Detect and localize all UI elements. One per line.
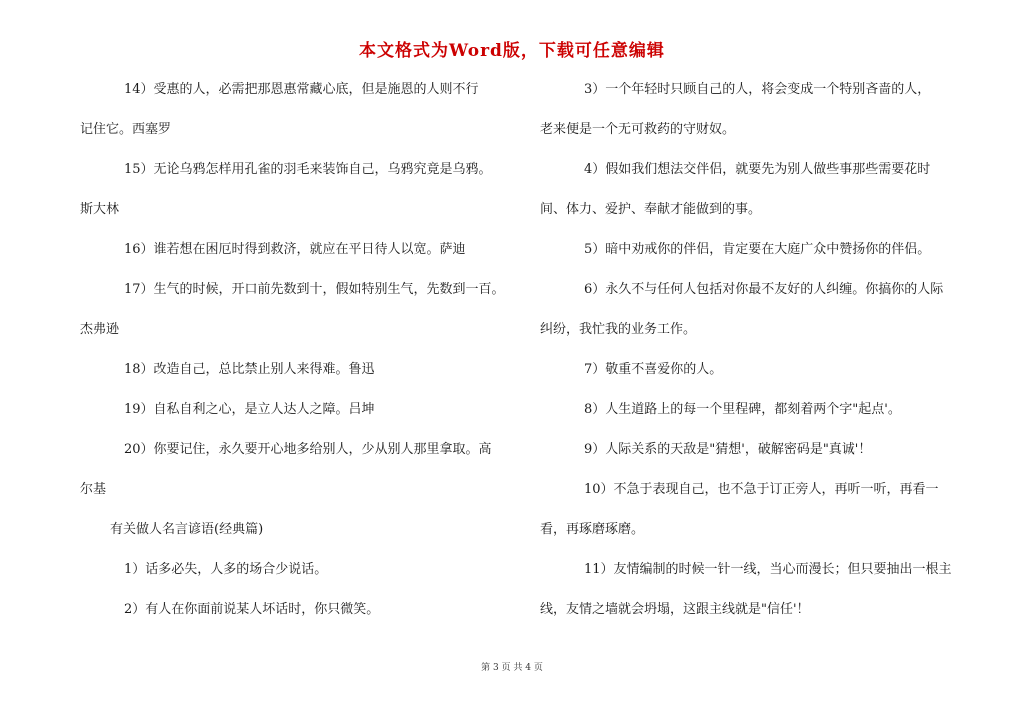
- paragraph-line: 18）改造自己，总比禁止别人来得难。鲁迅: [124, 362, 375, 377]
- paragraph-line: 10）不急于表现自己，也不急于订正旁人，再听一听，再看一: [584, 482, 939, 497]
- paragraph-line: 20）你要记住，永久要开心地多给别人，少从别人那里拿取。高: [124, 442, 492, 457]
- paragraph-line: 6）永久不与任何人包括对你最不友好的人纠缠。你搞你的人际: [584, 282, 944, 297]
- paragraph-line: 老来便是一个无可救药的守财奴。: [540, 122, 736, 137]
- download-banner: 本文格式为Word版，下载可任意编辑: [359, 41, 665, 61]
- paragraph-line: 纠纷，我忙我的业务工作。: [540, 322, 697, 337]
- paragraph-line: 线，友情之墙就会坍塌，这跟主线就是"信任'！: [540, 602, 810, 617]
- paragraph-line: 杰弗逊: [80, 322, 120, 337]
- paragraph-line: 间、体力、爱护、奉献才能做到的事。: [540, 202, 762, 217]
- paragraph-line: 记住它。西塞罗: [80, 122, 172, 137]
- paragraph-line: 4）假如我们想法交伴侣，就要先为别人做些事那些需要花时: [584, 162, 931, 177]
- paragraph-line: 尔基: [80, 482, 107, 497]
- paragraph-line: 1）话多必失，人多的场合少说话。: [124, 562, 328, 577]
- paragraph-line: 16）谁若想在困厄时得到救济，就应在平日待人以宽。萨迪: [124, 242, 466, 257]
- paragraph-line: 斯大林: [80, 202, 120, 217]
- paragraph-line: 15）无论乌鸦怎样用孔雀的羽毛来装饰自己，乌鸦究竟是乌鸦。: [124, 162, 492, 177]
- paragraph-line: 14）受惠的人，必需把那恩惠常藏心底，但是施恩的人则不行: [124, 82, 479, 97]
- section-heading: 有关做人名言谚语(经典篇): [110, 522, 264, 537]
- paragraph-line: 8）人生道路上的每一个里程碑，都刻着两个字"起点'。: [584, 402, 901, 417]
- paragraph-line: 3）一个年轻时只顾自己的人，将会变成一个特别吝啬的人，: [584, 82, 931, 97]
- page-number: 第 3 页 共 4 页: [481, 663, 543, 673]
- paragraph-line: 2）有人在你面前说某人坏话时，你只微笑。: [124, 602, 380, 617]
- paragraph-line: 5）暗中劝戒你的伴侣，肯定要在大庭广众中赞扬你的伴侣。: [584, 242, 931, 257]
- paragraph-line: 9）人际关系的天敌是"猜想'，破解密码是"真诚'！: [584, 442, 872, 457]
- paragraph-line: 17）生气的时候，开口前先数到十，假如特别生气，先数到一百。: [124, 282, 505, 297]
- paragraph-line: 看，再琢磨琢磨。: [540, 522, 645, 537]
- paragraph-line: 7）敬重不喜爱你的人。: [584, 362, 723, 377]
- paragraph-line: 11）友情编制的时候一针一线，当心而漫长；但只要抽出一根主: [584, 562, 952, 577]
- paragraph-line: 19）自私自利之心，是立人达人之障。吕坤: [124, 402, 375, 417]
